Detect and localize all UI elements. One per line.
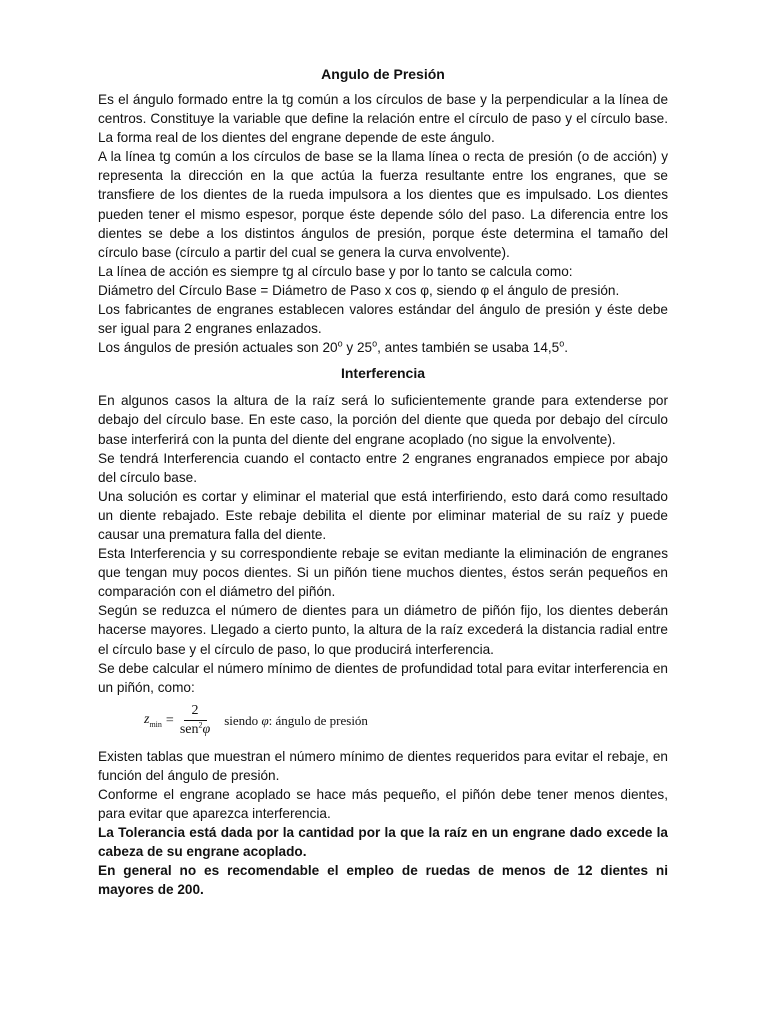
paragraph: A la línea tg común a los círculos de base se la llama línea o recta de presión (o de acción) y representa la dirección en la que actúa la fuerza resultante entre los engranes, que se transfiere de los dientes de la rueda impulsora a los dientes que es impulsado. Los dientes pueden tener el mismo espesor, porque éste depende sólo del paso. La diferencia entre los dientes se debe a los distintos ángulos de presión, porque éste determina el tamaño del círculo base (círculo a partir del cual se genera la curva envolvente). [98, 149, 668, 260]
paragraph: Conforme el engrane acoplado se hace más pequeño, el piñón debe tener menos dientes, para evitar que aparezca interferencia. [98, 787, 668, 822]
text: , antes también se usaba 14,5 [377, 340, 560, 356]
text: . [564, 340, 569, 356]
formula-numerator: 2 [184, 702, 207, 721]
section-title-interferencia: Interferencia [340, 365, 426, 382]
degree-mark: o [559, 338, 565, 349]
formula-denominator [180, 721, 210, 739]
formula-cond-phi: φ [261, 712, 269, 728]
paragraph: En algunos casos la altura de la raíz será lo suficientemente grande para extenderse por debajo del círculo base. En este caso, la porción del diente que queda por debajo del círculo base interferirá con la punta del diente del engrane acoplado (no sigue la envolvente). [98, 393, 668, 447]
formula-variable: z [144, 712, 150, 728]
paragraph: Se debe calcular el número mínimo de dientes de profundidad total para evitar interferencia en un piñón, como: [98, 660, 668, 695]
paragraph: Esta Interferencia y su correspondiente rebaje se evitan mediante la eliminación de engranes que tengan muy pocos dientes. Si un piñón tiene muchos dientes, éstos serán pequeños en comparación con el diámetro del piñón. [98, 546, 668, 600]
formula-condition [224, 713, 368, 729]
text: y 25 [342, 340, 373, 356]
paragraph: Según se reduzca el número de dientes para un diámetro de piñón fijo, los dientes deberán hacerse mayores. Llegado a cierto punto, la altura de la raíz excederá la distancia radial entre el círculo base y el círculo de paso, lo que producirá interferencia. [98, 603, 668, 657]
degree-mark: o [372, 338, 378, 349]
paragraph: Existen tablas que muestran el número mínimo de dientes requeridos para evitar el rebaje, en función del ángulo de presión. [98, 748, 668, 783]
paragraph: Diámetro del Círculo Base = Diámetro de Paso x cos φ, siendo φ el ángulo de presión. [98, 282, 620, 298]
formula-sen: sen [179, 722, 199, 738]
formula-cond-prefix: siendo [224, 712, 259, 728]
paragraph: Se tendrá Interferencia cuando el contacto entre 2 engranes engranados empiece por abajo del círculo base. [98, 450, 668, 485]
paragraph: Los fabricantes de engranes establecen valores estándar del ángulo de presión y éste debe ser igual para 2 engranes enlazados. [98, 302, 668, 337]
formula-cond-suffix: : ángulo de presión [268, 712, 368, 728]
formula-zmin [144, 701, 668, 741]
formula-lhs [144, 712, 162, 729]
paragraph-bold: En general no es recomendable el empleo de ruedas de menos de 12 dientes ni mayores de 200. [98, 863, 668, 898]
paragraph: La línea de acción es siempre tg al círculo base y por lo tanto se calcula como: [98, 263, 573, 279]
paragraph: Una solución es cortar y eliminar el material que está interfiriendo, esto dará como resultado un diente rebajado. Este rebaje debilita el diente por eliminar material de su raíz y puede causar una prematura falla del diente. [98, 488, 668, 542]
paragraph-angles [98, 338, 668, 357]
formula-fraction [180, 702, 210, 739]
text: Los ángulos de presión actuales son 20 [98, 340, 338, 356]
section-title-angulo-presion: Angulo de Presión [321, 66, 445, 82]
formula-equals: = [165, 712, 174, 728]
paragraph: Es el ángulo formado entre la tg común a los círculos de base y la perpendicular a la línea de centros. Constituye la variable que define la relación entre el círculo de paso y el círculo base. La forma real de los dientes del engrane depende de este ángulo. [98, 92, 668, 146]
formula-subscript: min [149, 720, 162, 730]
paragraph-bold: La Tolerancia está dada por la cantidad por la que la raíz en un engrane dado excede la cabeza de su engrane acoplado. [98, 825, 668, 860]
formula-phi: φ [202, 722, 211, 738]
degree-mark: o [337, 338, 343, 349]
formula-exponent: 2 [198, 720, 203, 730]
